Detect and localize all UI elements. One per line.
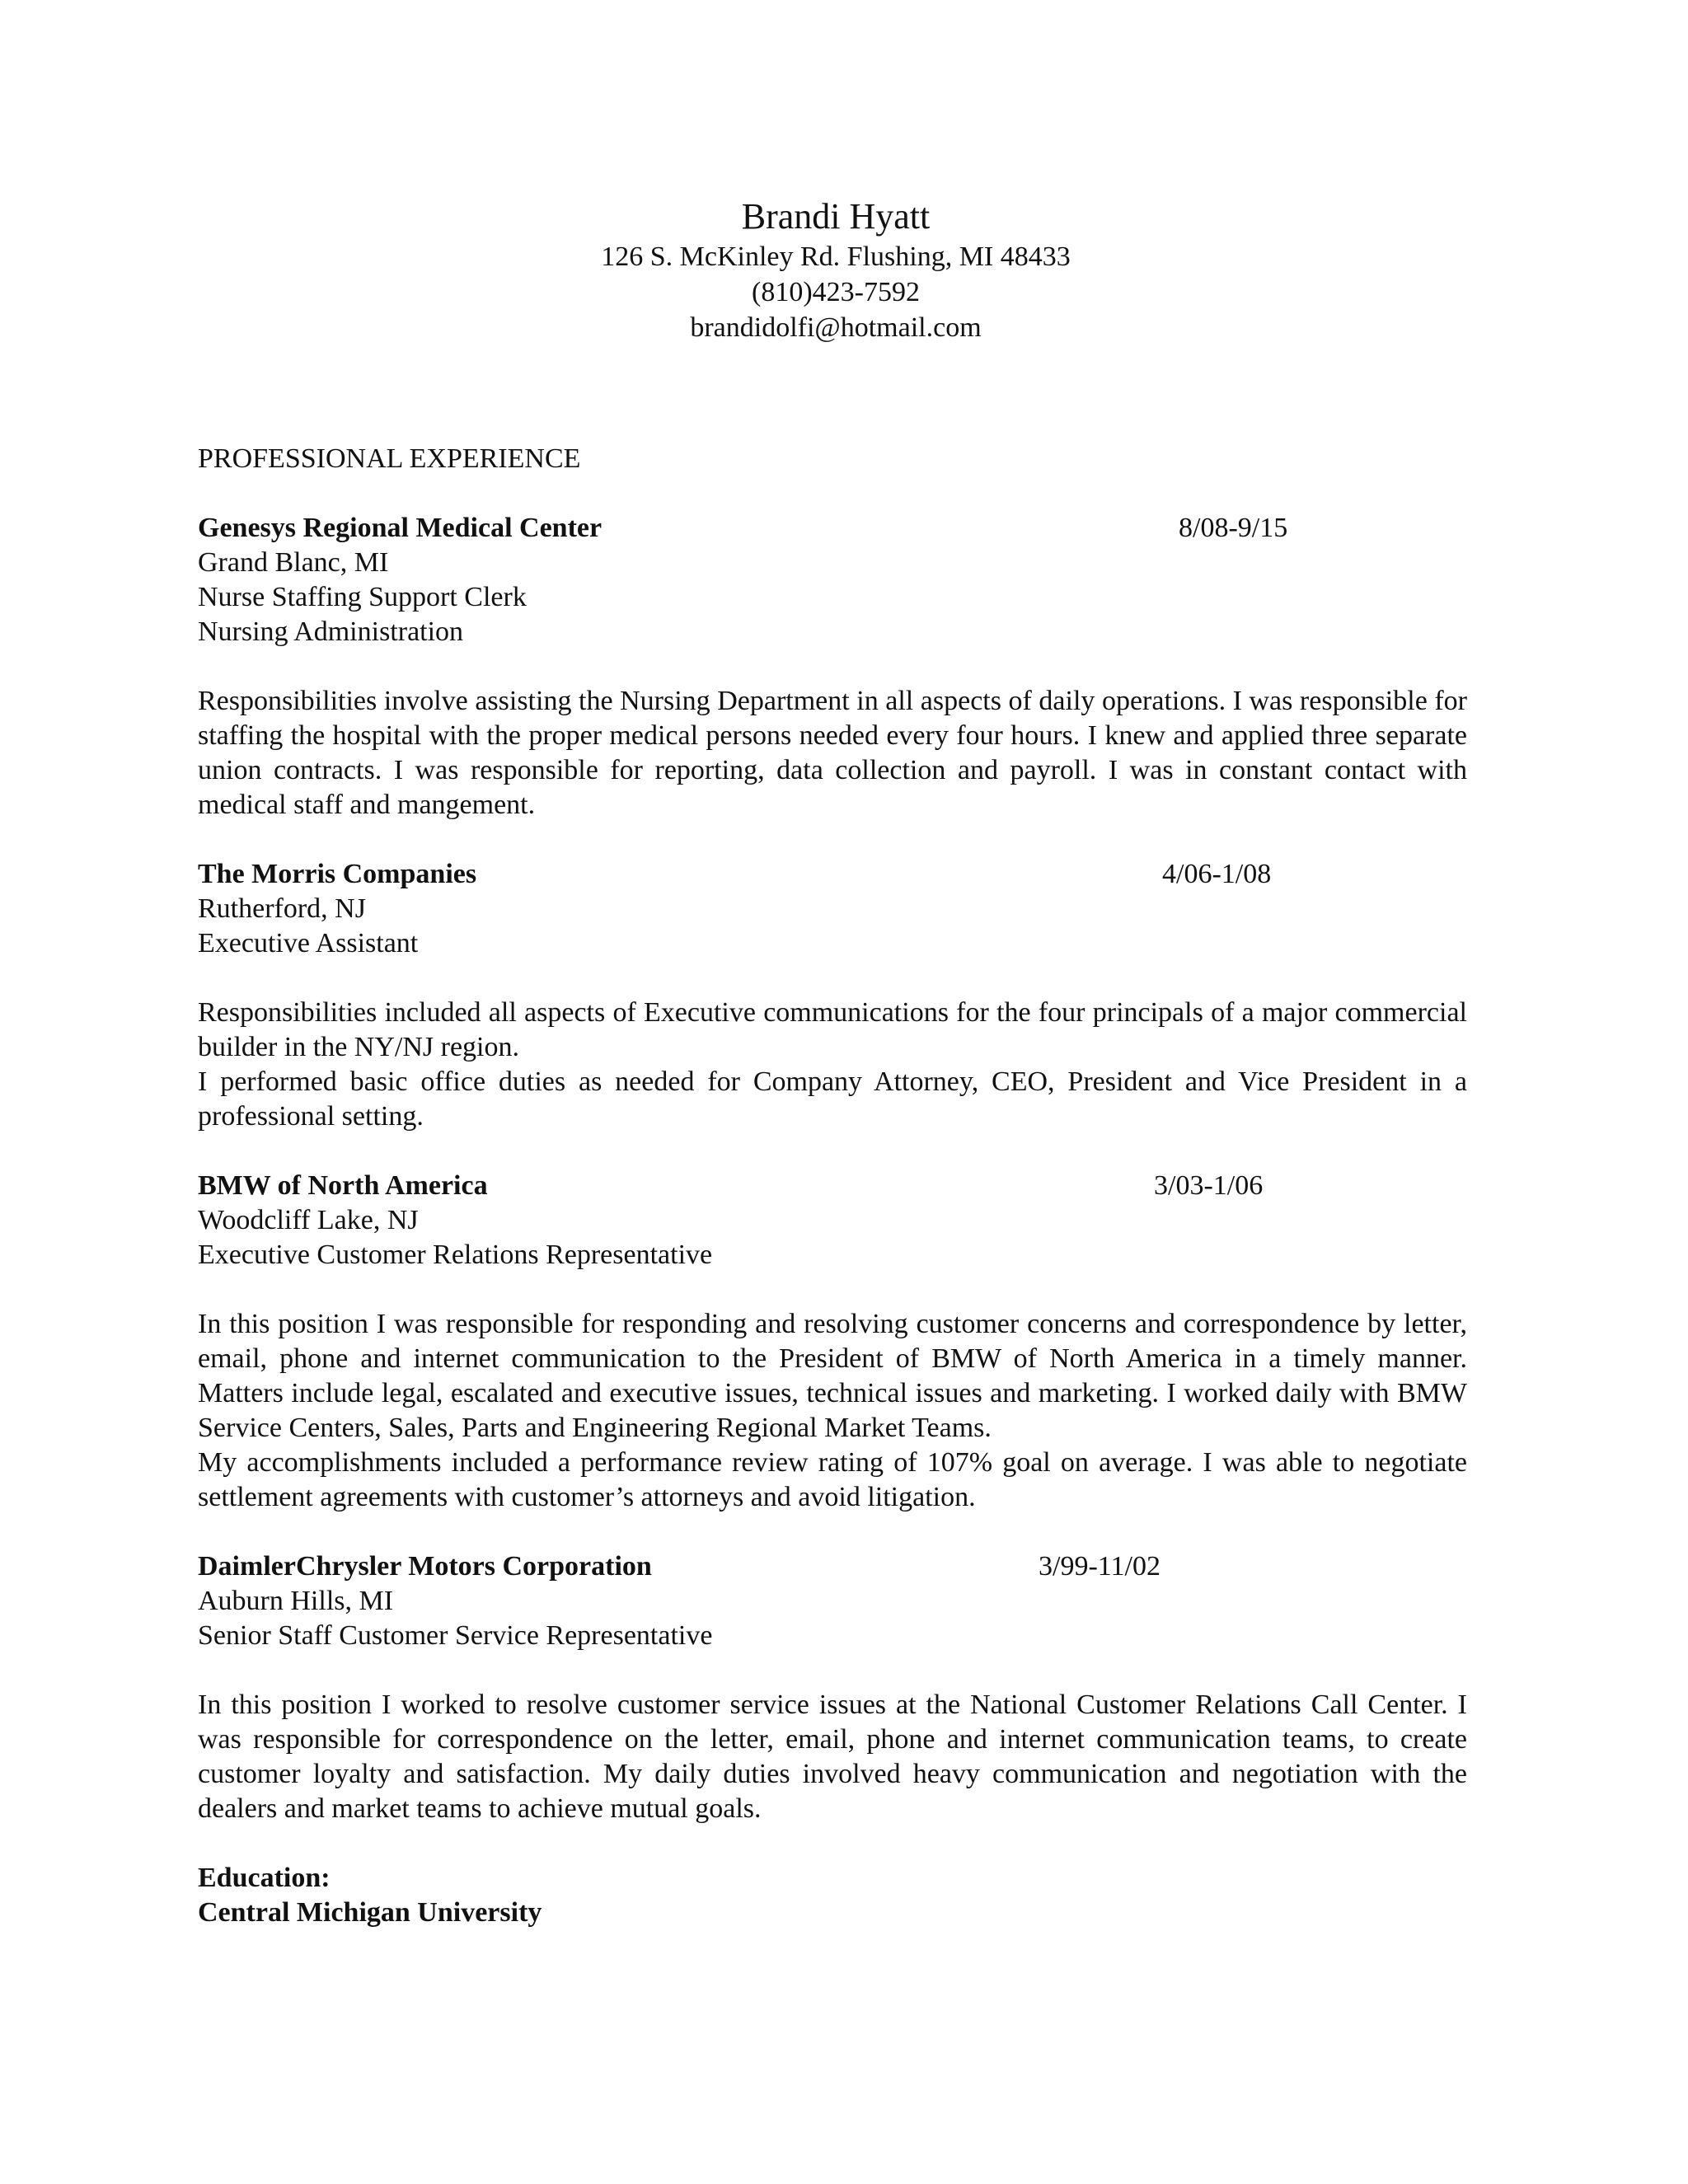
- job-dates: 8/08-9/15: [1179, 513, 1288, 543]
- job-title: Nurse Staffing Support Clerk: [198, 582, 527, 612]
- description-paragraph: In this position I was responsible for responding and resolving customer concerns and correspondence by letter, email, phone and internet communication to the President of BMW of North America in a timely manner. Matters include legal, escalated and executive issues, technical issues and marketing. I worked daily with BMW Service Centers, Sales, Parts and Engineering Regional Market Teams.: [198, 1309, 1467, 1443]
- job-dates: 3/03-1/06: [1154, 1170, 1264, 1201]
- company-name: Genesys Regional Medical Center: [198, 513, 603, 543]
- education-section: [198, 1861, 1467, 1930]
- job-department: Nursing Administration: [198, 616, 464, 647]
- job-header: [198, 1169, 1467, 1203]
- job-description: [198, 996, 1467, 1134]
- description-paragraph: Responsibilities included all aspects of Executive communications for the four principals of a major commercial builder in the NY/NJ region.: [198, 997, 1467, 1062]
- job-entry: [198, 1549, 1467, 1826]
- job-header: [198, 857, 1467, 892]
- job-title: Executive Assistant: [198, 928, 419, 958]
- section-title: PROFESSIONAL EXPERIENCE: [198, 443, 581, 474]
- description-paragraph: Responsibilities involve assisting the Nursing Department in all aspects of daily operations. I was responsible for staffing the hospital with the proper medical persons needed every four hours. I knew and applied three separate union contracts. I was responsible for reporting, data collection and payroll. I was in constant contact with medical staff and mangement.: [198, 686, 1467, 820]
- company-name: DaimlerChrysler Motors Corporation: [198, 1551, 652, 1582]
- company-name: The Morris Companies: [198, 859, 477, 889]
- company-name: BMW of North America: [198, 1170, 488, 1201]
- job-description: [198, 1688, 1467, 1826]
- job-title: Senior Staff Customer Service Representative: [198, 1620, 713, 1651]
- job-location: Rutherford, NJ: [198, 893, 366, 924]
- job-header: [198, 511, 1467, 546]
- description-paragraph: In this position I worked to resolve customer service issues at the National Customer Relations Call Center. I was responsible for correspondence on the letter, email, phone and internet communication teams, to create customer loyalty and satisfaction. My daily duties involved heavy communication and negotiation with the dealers and market teams to achieve mutual goals.: [198, 1690, 1467, 1824]
- phone-number: (810)423-7592: [752, 277, 920, 307]
- job-entry: [198, 511, 1467, 823]
- address: 126 S. McKinley Rd. Flushing, MI 48433: [601, 241, 1071, 272]
- job-location: Woodcliff Lake, NJ: [198, 1205, 419, 1235]
- job-description: [198, 684, 1467, 823]
- job-location: Grand Blanc, MI: [198, 547, 389, 578]
- job-dates: 4/06-1/08: [1162, 859, 1272, 889]
- job-dates: 3/99-11/02: [1039, 1551, 1160, 1582]
- email-address: brandidolfi@hotmail.com: [690, 312, 982, 343]
- job-description: [198, 1307, 1467, 1515]
- job-entry: [198, 857, 1467, 1134]
- job-header: [198, 1549, 1467, 1584]
- job-location: Auburn Hills, MI: [198, 1586, 394, 1616]
- school-name: Central Michigan University: [198, 1897, 542, 1928]
- resume-body: [198, 442, 1467, 1930]
- education-heading: Education:: [198, 1863, 331, 1893]
- resume-header: [0, 194, 1672, 345]
- candidate-name: Brandi Hyatt: [741, 196, 931, 237]
- job-entry: [198, 1169, 1467, 1515]
- description-paragraph: My accomplishments included a performance review rating of 107% goal on average. I was able to negotiate settlement agreements with customer’s attorneys and avoid litigation.: [198, 1447, 1467, 1512]
- job-title: Executive Customer Relations Representative: [198, 1240, 713, 1270]
- description-paragraph: I performed basic office duties as needed for Company Attorney, CEO, President and Vice President in a professional setting.: [198, 1066, 1467, 1132]
